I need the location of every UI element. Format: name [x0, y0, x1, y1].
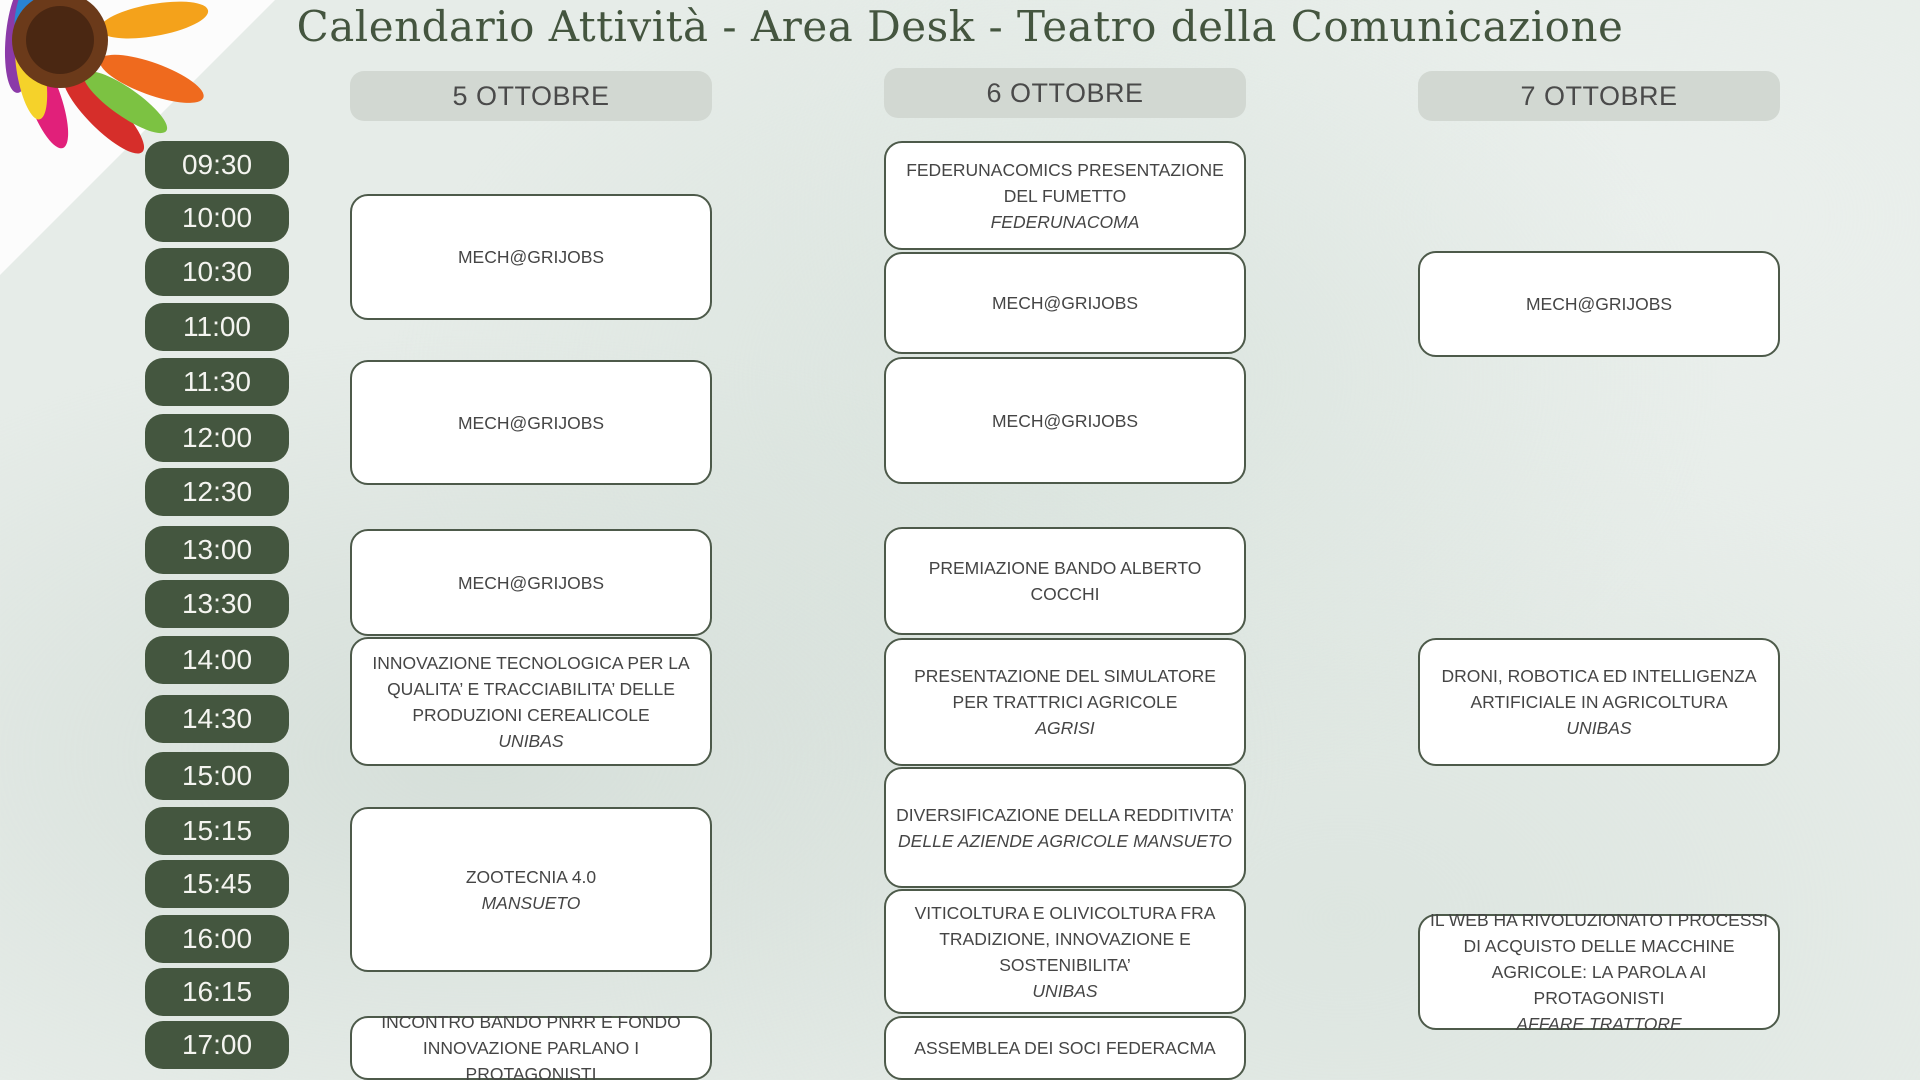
- event-title: ZOOTECNIA 4.0: [465, 866, 597, 887]
- event-organizer: MANSUETO: [481, 892, 581, 913]
- event-card: [350, 637, 712, 766]
- day-header-6-ottobre: 6 OTTOBRE: [884, 68, 1246, 118]
- event-title: PRESENTAZIONE DEL SIMULATORE PER TRATTRICI AGRICOLE: [914, 666, 1216, 712]
- time-slot: 15:45: [145, 860, 289, 908]
- event-organizer: AGRISI: [1035, 718, 1095, 738]
- time-slot: 09:30: [145, 141, 289, 189]
- event-organizer: UNIBAS: [498, 730, 564, 751]
- event-title: FEDERUNACOMICS PRESENTAZIONE DEL FUMETTO: [906, 159, 1224, 206]
- event-card: [884, 141, 1246, 250]
- event-title: VITICOLTURA E OLIVICOLTURA FRA TRADIZIONE, INNOVAZIONE E SOSTENIBILITA’: [914, 902, 1216, 975]
- day-header-7-ottobre: 7 OTTOBRE: [1418, 71, 1780, 121]
- event-card: [1418, 251, 1780, 357]
- event-title: MECH@GRIJOBS: [1525, 294, 1673, 314]
- day-header-5-ottobre: 5 OTTOBRE: [350, 71, 712, 121]
- time-slot: 13:00: [145, 526, 289, 574]
- event-card: [884, 889, 1246, 1014]
- time-slot: 16:00: [145, 915, 289, 963]
- event-title: MECH@GRIJOBS: [457, 572, 605, 593]
- time-slot: 15:15: [145, 807, 289, 855]
- event-title: DIVERSIFICAZIONE DELLA REDDITIVITA’: [896, 804, 1234, 825]
- event-card: [884, 638, 1246, 766]
- event-card: [884, 1016, 1246, 1080]
- event-organizer: AFFARE TRATTORE: [1516, 1014, 1682, 1034]
- time-slot: 14:30: [145, 695, 289, 743]
- time-slot: 15:00: [145, 752, 289, 800]
- time-slot: 11:00: [145, 303, 289, 351]
- event-card: [350, 529, 712, 636]
- event-card: [884, 767, 1246, 888]
- time-slot: 14:00: [145, 636, 289, 684]
- event-card: [1418, 638, 1780, 766]
- event-card: [884, 357, 1246, 484]
- page-title: Calendario Attività - Area Desk - Teatro della Comunicazione: [296, 2, 1624, 51]
- event-organizer: UNIBAS: [1032, 980, 1098, 1001]
- time-slot: 10:30: [145, 248, 289, 296]
- event-title: IL WEB HA RIVOLUZIONATO I PROCESSI DI ACQUISTO DELLE MACCHINE AGRICOLE: LA PAROLA AI PROTAGONISTI: [1429, 910, 1769, 1008]
- event-title: INCONTRO BANDO PNRR E FONDO INNOVAZIONE PARLANO I PROTAGONISTI: [381, 1012, 681, 1080]
- time-slot: 12:30: [145, 468, 289, 516]
- event-organizer: UNIBAS: [1566, 718, 1632, 738]
- event-title: INNOVAZIONE TECNOLOGICA PER LA QUALITA’ E TRACCIABILITA’ DELLE PRODUZIONI CEREALICOLE: [372, 652, 690, 725]
- event-card: [350, 360, 712, 485]
- event-card: [1418, 910, 1780, 1034]
- event-card: [350, 194, 712, 320]
- event-organizer: FEDERUNACOMA: [990, 211, 1140, 232]
- event-card: [350, 807, 712, 972]
- time-slot: 11:30: [145, 358, 289, 406]
- event-card: [884, 252, 1246, 354]
- event-card: [884, 527, 1246, 635]
- time-slot: 10:00: [145, 194, 289, 242]
- event-title: MECH@GRIJOBS: [991, 410, 1139, 431]
- event-title: MECH@GRIJOBS: [457, 247, 605, 267]
- time-slot: 16:15: [145, 968, 289, 1016]
- time-slot: 13:30: [145, 580, 289, 628]
- event-title: PREMIAZIONE BANDO ALBERTO COCCHI: [928, 558, 1202, 604]
- event-title: MECH@GRIJOBS: [457, 412, 605, 433]
- time-slot: 12:00: [145, 414, 289, 462]
- event-title: ASSEMBLEA DEI SOCI FEDERACMA: [914, 1038, 1216, 1058]
- time-slot: 17:00: [145, 1021, 289, 1069]
- event-title: MECH@GRIJOBS: [991, 293, 1139, 313]
- event-title: DRONI, ROBOTICA ED INTELLIGENZA ARTIFICIALE IN AGRICOLTURA: [1441, 666, 1757, 712]
- event-organizer: DELLE AZIENDE AGRICOLE MANSUETO: [898, 830, 1232, 851]
- event-card: [350, 1012, 712, 1080]
